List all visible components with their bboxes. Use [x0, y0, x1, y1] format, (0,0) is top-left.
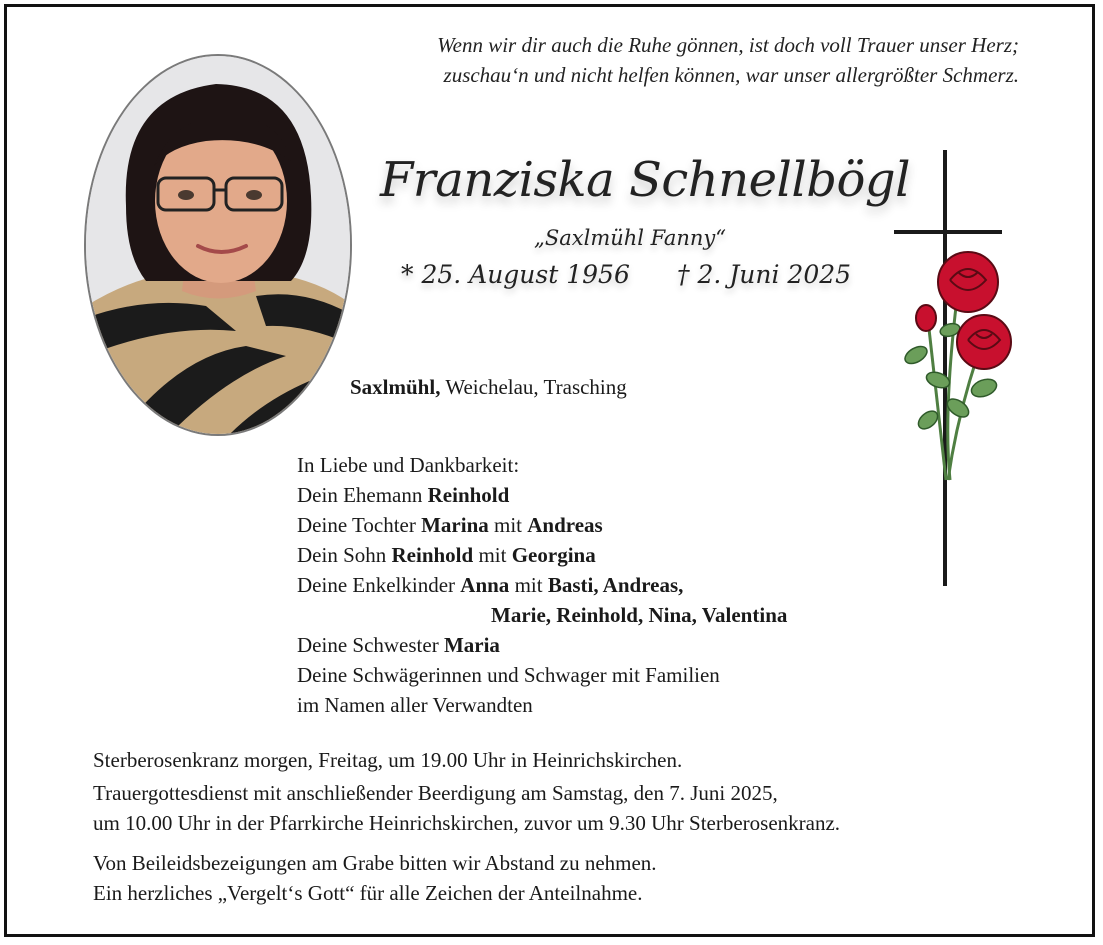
mourner-label: Deine Tochter — [297, 513, 422, 537]
mourner-label: Deine Schwester — [297, 633, 444, 657]
rosary-notice: Sterberosenkranz morgen, Freitag, um 19.00 Uhr in Heinrichskirchen. — [93, 748, 683, 772]
cross-with-roses-icon — [888, 150, 1018, 590]
mourner-sister — [297, 630, 787, 660]
mourner-daughter — [297, 510, 787, 540]
mourners-intro: In Liebe und Dankbarkeit: — [297, 453, 520, 477]
mourner-name: Reinhold — [427, 483, 510, 507]
memorial-verse — [437, 30, 1019, 90]
mourner-grandchildren-cont — [297, 600, 787, 630]
condolence-request-line-2: Ein herzliches „Vergelt‘s Gott“ für alle Zeichen der Anteilnahme. — [93, 881, 643, 905]
mourner-connector: mit — [473, 543, 512, 567]
mourner-name: Maria — [443, 633, 500, 657]
deceased-nickname: „Saxlmühl Fanny“ — [533, 226, 726, 250]
mourners-list — [297, 450, 787, 720]
verse-line-1: Wenn wir dir auch die Ruhe gönnen, ist doch voll Trauer unser Herz; — [437, 33, 1019, 57]
mourner-grandchildren — [297, 570, 787, 600]
mourner-name: Basti, Andreas, — [547, 573, 684, 597]
mourner-in-laws: Deine Schwägerinnen und Schwager mit Familien — [297, 663, 720, 687]
death-date: † 2. Juni 2025 — [677, 260, 852, 289]
mourner-name: Marie, Reinhold, Nina, Valentina — [491, 603, 788, 627]
place-primary: Saxlmühl, — [350, 375, 441, 399]
service-notice-line-1: Trauergottesdienst mit anschließender Beerdigung am Samstag, den 7. Juni 2025, — [93, 781, 778, 805]
mourner-husband — [297, 480, 787, 510]
funeral-notices — [93, 745, 840, 908]
mourner-name: Marina — [421, 513, 489, 537]
mourner-son — [297, 540, 787, 570]
place-others: Weichelau, Trasching — [440, 375, 627, 399]
mourner-connector: mit — [509, 573, 548, 597]
condolence-request-line-1: Von Beileidsbezeigungen am Grabe bitten wir Abstand zu nehmen. — [93, 851, 657, 875]
portrait-photo — [84, 54, 352, 436]
mourner-connector: mit — [488, 513, 528, 537]
mourner-name: Anna — [460, 573, 510, 597]
mourner-label: Deine Enkelkinder — [297, 573, 461, 597]
places-line — [350, 375, 627, 400]
mourner-name: Reinhold — [391, 543, 474, 567]
mourner-label: Dein Sohn — [297, 543, 392, 567]
service-notice-line-2: um 10.00 Uhr in der Pfarrkirche Heinrichskirchen, zuvor um 9.30 Uhr Sterberosenkranz. — [93, 811, 841, 835]
birth-date: * 25. August 1956 — [401, 260, 630, 289]
mourner-relatives: im Namen aller Verwandten — [297, 693, 533, 717]
verse-line-2: zuschau‘n und nicht helfen können, war unser allergrößter Schmerz. — [443, 63, 1019, 87]
mourner-label: Dein Ehemann — [297, 483, 428, 507]
deceased-name: Franziska Schnellbögl — [380, 152, 910, 208]
mourner-name: Andreas — [527, 513, 603, 537]
mourner-name: Georgina — [511, 543, 596, 567]
